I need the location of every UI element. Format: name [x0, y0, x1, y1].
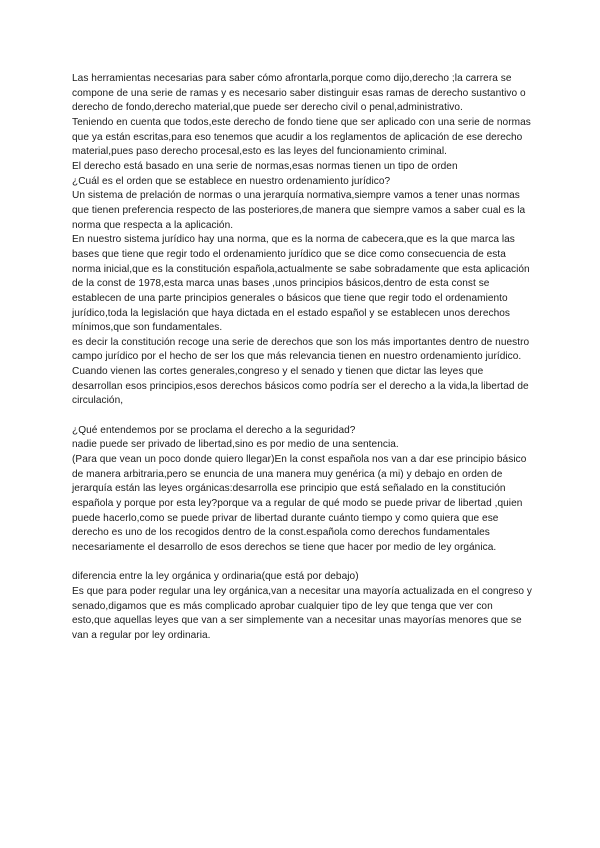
paragraph-prelacion: Un sistema de prelación de normas o una jerarquía normativa,siempre vamos a tener unas normas que tienen preferencia respecto de las posteriores,de manera que siempre vamos a saber cual es la norma que respecta a la aplicación. [72, 190, 526, 231]
paragraph-constitucion: es decir la constitución recoge una serie de derechos que son los más importantes dentro de nuestro campo jurídico por el hecho de ser los que más relevancia tienen en nuestro ordenamiento jurídico. [72, 336, 530, 363]
paragraph-diferencia-heading: diferencia entre la ley orgánica y ordinaria(que está por debajo) [72, 571, 359, 583]
paragraph-privado-libertad: nadie puede ser privado de libertad,sino es por medio de una sentencia. [72, 439, 399, 451]
paragraph-derecho-de-fondo: Teniendo en cuenta que todos,este derecho de fondo tiene que ser aplicado con una serie de normas que ya están escritas,para eso tenemos que acudir a los reglamentos de aplicación de ese derecho material,pues paso derecho procesal,esto es las leyes del funcionamiento criminal. [72, 116, 531, 158]
paragraph-normas-orden: El derecho está basado en una serie de normas,esas normas tienen un tipo de orden [72, 160, 458, 172]
paragraph-leyes-organicas: (Para que vean un poco donde quiero llegar)En la const española nos van a dar ese principio básico de manera arbitraria,pero se enuncia de una manera muy genérica (a mi) y debajo en orden de jerarquía están las leyes orgánicas:desarrolla ese principio que está señalado en la constitución española y porque por esta ley?porque va a regular de qué modo se puede privar de libertad ,quien puede hacerlo,como se puede privar de libertad durante cuánto tiempo y como quiera que ese derecho es uno de los recogidos dentro de la const.española como derechos fundamentales necesariamente el desarrollo de esos derechos se tiene que hacer por medio de ley orgánica. [72, 454, 527, 553]
paragraph-norma-cabecera: En nuestro sistema jurídico hay una norma, que es la norma de cabecera,que es la que marca las bases que tiene que regir todo el ordenamiento jurídico que se dice como consecuencia de esta norma inicial,que es la constitución española,actualmente se sabe sobradamente que esta aplicación de la const de 1978,esta marca unas bases ,unos principios básicos,dentro de esta const se establecen de una parte principios generales o básicos que tiene que regir todo el ordenamiento jurídico,toda la legislación que haya dictada en el estado español y se establecen unos derechos mínimos,que son fundamentales. [72, 234, 530, 334]
paragraph-spacer [72, 409, 532, 424]
paragraph-herramientas: Las herramientas necesarias para saber cómo afrontarla,porque como dijo,derecho ;la carrera se compone de una serie de ramas y es necesario saber distinguir esas ramas de derecho sustantivo o derecho de fondo,derecho material,que puede ser derecho civil o penal,administrativo. [72, 73, 526, 114]
document-body [72, 72, 532, 644]
paragraph-question-seguridad: ¿Qué entendemos por se proclama el derecho a la seguridad? [72, 424, 356, 436]
paragraph-spacer [72, 556, 532, 571]
paragraph-cortes-generales: Cuando vienen las cortes generales,congreso y el senado y tienen que dictar las leyes que desarrollan esos principios,esos derechos básicos como podría ser el derecho a la vida,la libertad de circulación, [72, 366, 529, 407]
paragraph-question-orden: ¿Cuál es el orden que se establece en nuestro ordenamiento jurídico? [72, 175, 391, 187]
paragraph-diferencia-body: Es que para poder regular una ley orgánica,van a necesitar una mayoría actualizada en el congreso y senado,digamos que es más complicado aprobar cualquier tipo de ley que tenga que ver con esto,que aquellas leyes que van a ser simplemente van a necesitar unas mayorías menores que se van a regular por ley ordinaria. [72, 585, 533, 641]
